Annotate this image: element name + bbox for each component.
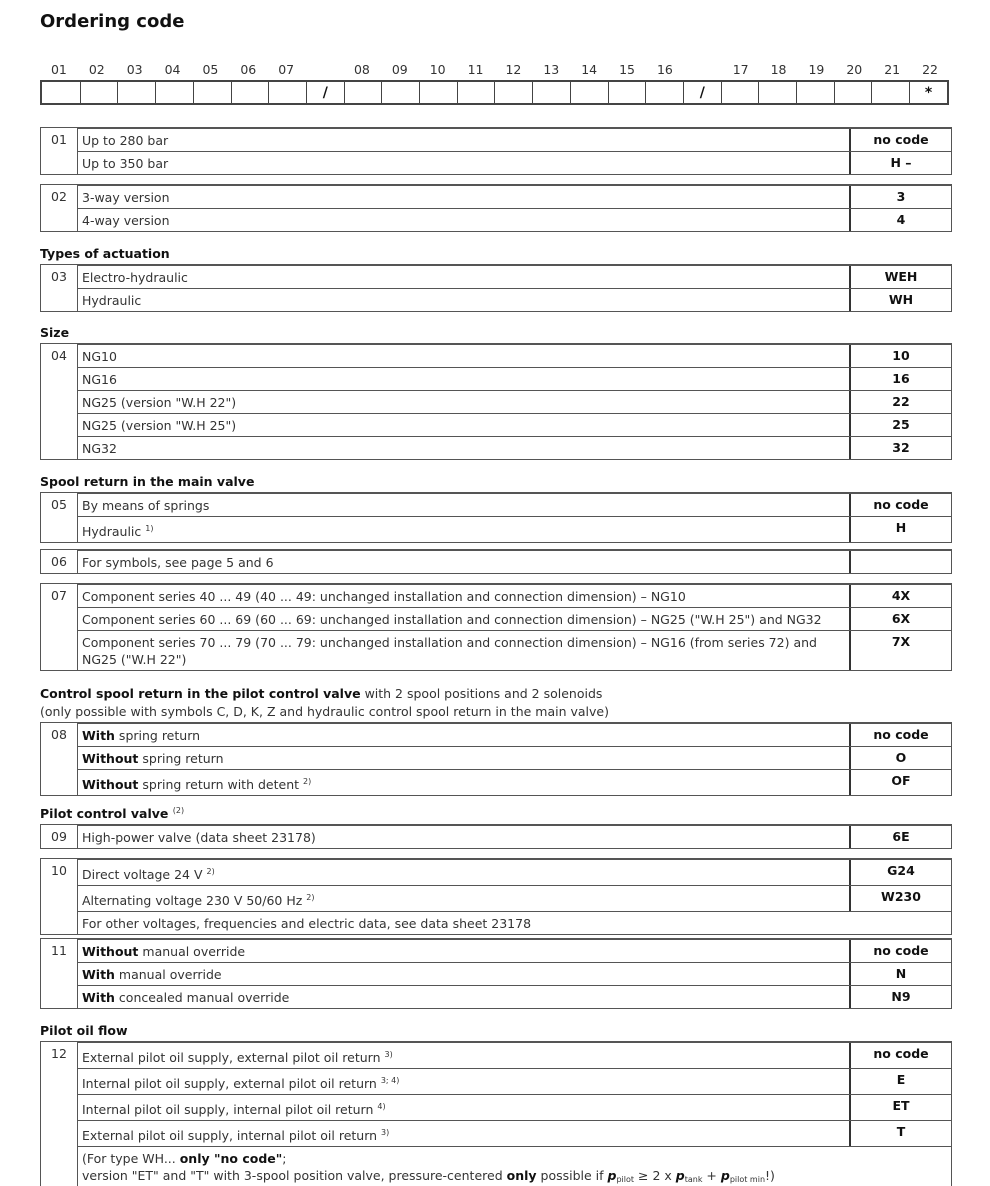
option-group-11	[40, 938, 952, 1009]
option-code: 22	[849, 391, 951, 413]
option-row	[78, 413, 951, 436]
option-code: no code	[849, 940, 951, 962]
option-text: spring return	[114, 728, 201, 743]
note-text: (For type WH...	[82, 1151, 180, 1166]
option-code: E	[849, 1069, 951, 1094]
option-description: Hydraulic	[82, 293, 142, 308]
option-code: O	[849, 747, 951, 769]
formula-symbol: p	[675, 1168, 685, 1183]
option-row	[78, 344, 951, 367]
option-description: 3-way version	[82, 190, 170, 205]
note-line-1	[82, 1150, 947, 1167]
section-heading-pilot-control-valve	[40, 806, 184, 821]
formula-subscript: tank	[684, 1175, 703, 1184]
code-box	[532, 82, 570, 103]
option-row	[78, 885, 951, 911]
option-code-empty	[849, 551, 951, 573]
option-code: no code	[849, 1043, 951, 1068]
emphasis: With	[82, 728, 115, 743]
option-row	[78, 962, 951, 985]
option-description: NG25 (version "W.H 25")	[82, 418, 237, 433]
option-code: N9	[849, 986, 951, 1008]
position-label: 16	[656, 62, 673, 77]
note-text: possible if	[536, 1168, 608, 1183]
option-row	[78, 769, 951, 795]
option-description	[78, 770, 849, 795]
code-box	[645, 82, 683, 103]
emphasis: Without	[82, 944, 139, 959]
option-code: OF	[849, 770, 951, 795]
option-code: H –	[849, 152, 951, 174]
option-code: no code	[849, 494, 951, 516]
code-box	[344, 82, 382, 103]
option-description	[78, 860, 849, 885]
position-label: 20	[846, 62, 863, 77]
position-label: 06	[240, 62, 257, 77]
option-description	[78, 940, 849, 962]
section-heading-actuation: Types of actuation	[40, 246, 170, 261]
position-label: 09	[391, 62, 408, 77]
position-number: 02	[41, 185, 78, 231]
option-row	[78, 746, 951, 769]
option-code: no code	[849, 724, 951, 746]
option-text: Direct voltage 24 V	[82, 867, 203, 882]
footnote-ref: 3; 4)	[380, 1076, 400, 1085]
position-label: 04	[164, 62, 181, 77]
code-box	[494, 82, 532, 103]
option-description: By means of springs	[82, 498, 210, 513]
formula-operator: ≥ 2 x	[634, 1168, 676, 1183]
option-note	[78, 1147, 951, 1186]
option-code: 10	[849, 345, 951, 367]
option-description	[78, 724, 849, 746]
option-description: NG10	[82, 349, 117, 364]
option-code: 16	[849, 368, 951, 390]
emphasis: only	[506, 1168, 537, 1183]
option-row	[78, 584, 951, 607]
footnote-ref: 1)	[145, 524, 154, 533]
code-box	[117, 82, 155, 103]
code-box	[231, 82, 269, 103]
option-row	[78, 550, 951, 573]
option-row	[78, 390, 951, 413]
option-row	[78, 985, 951, 1008]
position-number: 03	[41, 265, 78, 311]
option-description: For symbols, see page 5 and 6	[82, 555, 274, 570]
option-row	[78, 288, 951, 311]
option-description	[78, 886, 849, 911]
option-row	[78, 859, 951, 885]
position-label: 19	[808, 62, 825, 77]
emphasis: only "no code"	[179, 1151, 283, 1166]
option-description: NG32	[82, 441, 117, 456]
option-text: Hydraulic	[82, 524, 142, 539]
code-box	[608, 82, 646, 103]
option-row	[78, 1068, 951, 1094]
option-group-08	[40, 722, 952, 796]
option-text: manual override	[138, 944, 246, 959]
option-row	[78, 825, 951, 848]
option-description: Up to 350 bar	[82, 156, 169, 171]
code-box	[758, 82, 796, 103]
option-code: 3	[849, 186, 951, 208]
code-box	[42, 82, 80, 103]
option-row	[78, 630, 951, 670]
option-code: 4X	[849, 585, 951, 607]
option-description: Electro-hydraulic	[82, 270, 188, 285]
option-row	[78, 1094, 951, 1120]
position-label: 07	[278, 62, 295, 77]
footnote-ref: 2)	[303, 777, 312, 786]
code-box	[871, 82, 909, 103]
heading-bold: Control spool return in the pilot control valve	[40, 686, 361, 701]
footnote-ref: 4)	[377, 1102, 386, 1111]
option-group-01	[40, 127, 952, 175]
footnote-ref: 2)	[206, 867, 215, 876]
formula-subscript: pilot min	[729, 1175, 766, 1184]
option-code: W230	[849, 886, 951, 911]
code-box-separator: /	[306, 82, 344, 103]
code-box	[381, 82, 419, 103]
code-box	[80, 82, 118, 103]
option-code: ET	[849, 1095, 951, 1120]
option-code: N	[849, 963, 951, 985]
position-number: 05	[41, 493, 78, 542]
option-text: Internal pilot oil supply, external pilot oil return	[82, 1076, 377, 1091]
ordering-code-strip	[40, 62, 949, 105]
option-row	[78, 208, 951, 231]
option-text: External pilot oil supply, external pilot oil return	[82, 1050, 381, 1065]
emphasis: Without	[82, 777, 139, 792]
footnote-ref: 3)	[381, 1128, 390, 1137]
option-row	[78, 1042, 951, 1068]
option-code: 6E	[849, 826, 951, 848]
code-box	[570, 82, 608, 103]
option-text: manual override	[114, 967, 222, 982]
option-group-04	[40, 343, 952, 460]
option-description: Up to 280 bar	[82, 133, 169, 148]
formula-symbol: p	[607, 1168, 617, 1183]
note-line-2	[82, 1167, 947, 1186]
position-number: 11	[41, 939, 78, 1008]
footnote-ref: (2)	[172, 806, 185, 815]
option-group-05	[40, 492, 952, 543]
code-position-numbers	[40, 62, 949, 80]
formula-symbol: p	[720, 1168, 730, 1183]
formula-operator: +	[702, 1168, 721, 1183]
section-heading-size: Size	[40, 325, 70, 340]
position-label: 12	[505, 62, 522, 77]
option-description	[78, 986, 849, 1008]
position-label: 08	[353, 62, 370, 77]
position-label: 05	[202, 62, 219, 77]
option-group-03	[40, 264, 952, 312]
option-code: 6X	[849, 608, 951, 630]
option-description	[78, 747, 849, 769]
option-description	[78, 1043, 849, 1068]
section-heading-pilot-oil-flow: Pilot oil flow	[40, 1023, 128, 1038]
option-code: 32	[849, 437, 951, 459]
option-row	[78, 723, 951, 746]
position-number: 08	[41, 723, 78, 795]
option-row	[78, 1120, 951, 1146]
option-description	[78, 1121, 849, 1146]
code-box	[721, 82, 759, 103]
option-group-12	[40, 1041, 952, 1186]
emphasis: Without	[82, 751, 139, 766]
position-number: 04	[41, 344, 78, 459]
footnote-ref: 3)	[384, 1050, 393, 1059]
option-description: 4-way version	[82, 213, 170, 228]
page-title: Ordering code	[40, 11, 185, 32]
option-text: Internal pilot oil supply, internal pilot oil return	[82, 1102, 374, 1117]
option-description	[78, 517, 849, 542]
code-box	[457, 82, 495, 103]
option-row	[78, 128, 951, 151]
position-label: 03	[126, 62, 143, 77]
position-number: 10	[41, 859, 78, 934]
option-row	[78, 516, 951, 542]
option-row	[78, 607, 951, 630]
option-group-09	[40, 824, 952, 849]
option-description: High-power valve (data sheet 23178)	[82, 830, 316, 845]
option-text: spring return with detent	[138, 777, 300, 792]
code-box	[193, 82, 231, 103]
option-text: concealed manual override	[114, 990, 290, 1005]
note-text: !)	[765, 1168, 775, 1183]
position-number: 07	[41, 584, 78, 670]
option-description: Component series 60 ... 69 (60 ... 69: unchanged installation and connection dimension) – NG25 ("W.H 25") and NG32	[82, 612, 822, 627]
option-code: WH	[849, 289, 951, 311]
option-description: Component series 40 ... 49 (40 ... 49: unchanged installation and connection dimension) – NG10	[82, 589, 686, 604]
option-description: NG25 (version "W.H 22")	[82, 395, 237, 410]
code-box-separator: /	[683, 82, 721, 103]
option-row	[78, 939, 951, 962]
heading-text: Pilot control valve	[40, 806, 169, 821]
option-code: G24	[849, 860, 951, 885]
position-label: 22	[922, 62, 939, 77]
position-label: 10	[429, 62, 446, 77]
position-label: 21	[884, 62, 901, 77]
code-box	[796, 82, 834, 103]
option-row	[78, 436, 951, 459]
option-row-note	[78, 1146, 951, 1186]
position-label: 14	[581, 62, 598, 77]
option-description	[78, 1095, 849, 1120]
option-group-10	[40, 858, 952, 935]
position-label: 13	[543, 62, 560, 77]
option-group-02	[40, 184, 952, 232]
option-code: T	[849, 1121, 951, 1146]
option-text: Alternating voltage 230 V 50/60 Hz	[82, 893, 303, 908]
position-label	[684, 62, 722, 80]
emphasis: With	[82, 990, 115, 1005]
position-label: 11	[467, 62, 484, 77]
code-box	[419, 82, 457, 103]
option-code: 7X	[849, 631, 951, 670]
position-number: 06	[41, 550, 78, 573]
code-box	[268, 82, 306, 103]
position-label: 15	[619, 62, 636, 77]
option-description	[78, 963, 849, 985]
position-number: 09	[41, 825, 78, 848]
option-group-06	[40, 549, 952, 574]
position-number: 01	[41, 128, 78, 174]
heading-normal: with 2 spool positions and 2 solenoids	[360, 686, 603, 701]
option-group-07	[40, 583, 952, 671]
option-row	[78, 265, 951, 288]
option-note: For other voltages, frequencies and electric data, see data sheet 23178	[82, 916, 532, 931]
code-box-asterisk: *	[909, 82, 947, 103]
option-row	[78, 151, 951, 174]
section-heading-spool-return-main: Spool return in the main valve	[40, 474, 255, 489]
code-boxes	[40, 80, 949, 105]
option-text: External pilot oil supply, internal pilot oil return	[82, 1128, 378, 1143]
position-label: 02	[88, 62, 105, 77]
option-text: spring return	[138, 751, 224, 766]
option-description: Component series 70 ... 79 (70 ... 79: unchanged installation and connection dimension) – NG16 (from series 72) and NG25 ("W.H 22")	[82, 635, 817, 667]
note-text: ;	[282, 1151, 287, 1166]
code-box	[834, 82, 872, 103]
option-code: 4	[849, 209, 951, 231]
option-row-note	[78, 911, 951, 934]
position-label	[305, 62, 343, 80]
code-box	[155, 82, 193, 103]
section-note-control-spool: (only possible with symbols C, D, K, Z and hydraulic control spool return in the main valve)	[40, 704, 609, 719]
note-text: version "ET" and "T" with 3-spool position valve, pressure-centered	[82, 1168, 507, 1183]
option-code: WEH	[849, 266, 951, 288]
option-description	[78, 1069, 849, 1094]
position-number: 12	[41, 1042, 78, 1186]
footnote-ref: 2)	[306, 893, 315, 902]
option-row	[78, 185, 951, 208]
option-row	[78, 367, 951, 390]
option-code: H	[849, 517, 951, 542]
option-code: 25	[849, 414, 951, 436]
option-description: NG16	[82, 372, 117, 387]
position-label: 01	[50, 62, 67, 77]
option-row	[78, 493, 951, 516]
formula-subscript: pilot	[616, 1175, 635, 1184]
position-label: 17	[732, 62, 749, 77]
section-heading-control-spool	[40, 686, 602, 701]
option-code: no code	[849, 129, 951, 151]
position-label: 18	[770, 62, 787, 77]
emphasis: With	[82, 967, 115, 982]
